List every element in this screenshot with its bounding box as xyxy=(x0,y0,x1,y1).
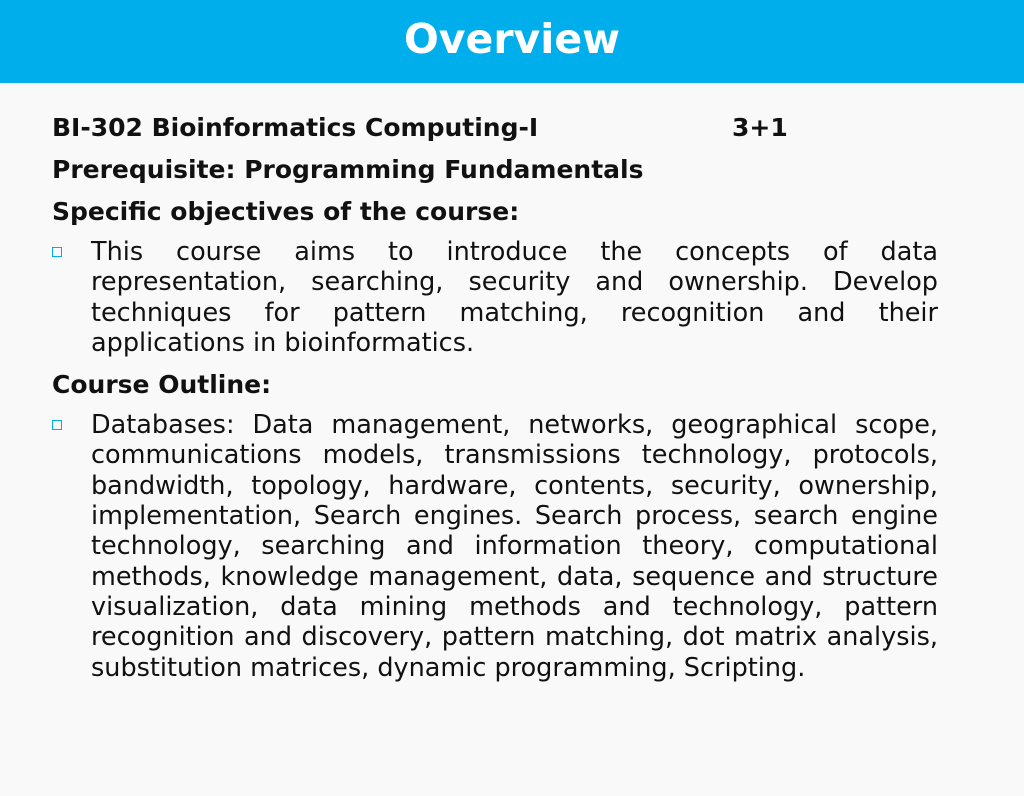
course-credits: 3+1 xyxy=(732,113,788,142)
hollow-square-bullet-icon xyxy=(52,420,62,430)
page-title: Overview xyxy=(403,15,621,63)
outline-text: Databases: Data management, networks, geographical scope, communications models, transmissions technology, protocols, bandwidth, topology, hardware, contents, security, ownership, implementation, Search engines. Search process, search engine technology, searching and information theory, computational methods, knowledge management, data, sequence and structure visualization, data mining methods and technology, pattern recognition and discovery, pattern matching, dot matrix analysis, substitution matrices, dynamic programming, Scripting. xyxy=(91,410,938,683)
objectives-heading: Specific objectives of the course: xyxy=(52,197,520,226)
outline-heading: Course Outline: xyxy=(52,370,272,400)
title-bar xyxy=(0,0,1024,83)
slide-content xyxy=(52,111,938,693)
outline-list-item xyxy=(52,410,938,683)
course-code-title: BI-302 Bioinformatics Computing-I xyxy=(52,113,539,142)
prerequisite-heading: Prerequisite: Programming Fundamentals xyxy=(52,155,644,184)
hollow-square-bullet-icon xyxy=(52,247,62,257)
objective-text: This course aims to introduce the concepts of data representation, searching, security and ownership. Develop techniques for pattern matching, recognition and their applications in bioinformatics. xyxy=(91,237,938,358)
course-title-line xyxy=(52,111,938,153)
objective-list-item xyxy=(52,237,938,358)
